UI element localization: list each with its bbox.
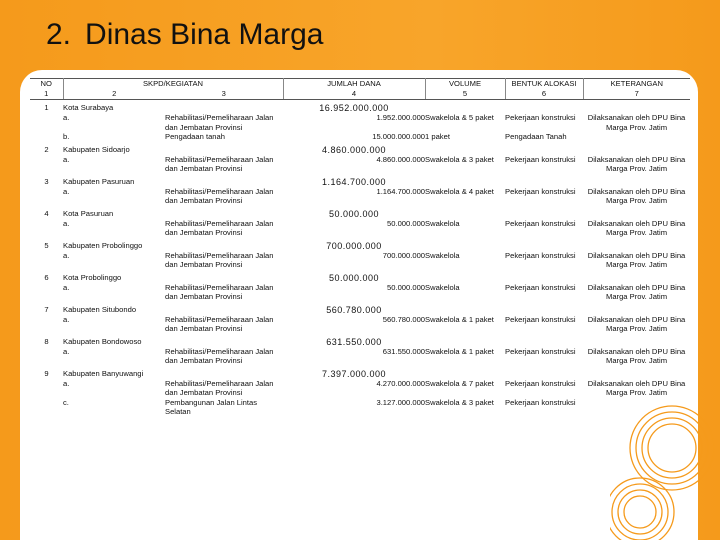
table-row bbox=[30, 103, 690, 113]
kegiatan-cell: Rehabilitasi/Pemeliharaan Jalan dan Jembatan Provinsi bbox=[165, 113, 274, 132]
empty-cell bbox=[425, 369, 690, 379]
item-label: a. bbox=[63, 154, 70, 164]
keterangan-cell: Dilaksanakan oleh DPU Bina Marga Prov. Jatim bbox=[587, 154, 686, 173]
row-total: 7.397.000.000 bbox=[322, 368, 387, 379]
table-row bbox=[30, 337, 690, 347]
region-name: Kabupaten Pasuruan bbox=[63, 176, 135, 186]
item-label: a. bbox=[63, 113, 70, 122]
bentuk-cell: Pengadaan Tanah bbox=[505, 132, 567, 141]
empty-cell bbox=[425, 209, 690, 219]
item-label: a. bbox=[63, 186, 70, 196]
item-label: a. bbox=[63, 378, 70, 388]
bentuk-cell: Pekerjaan konstruksi bbox=[505, 397, 576, 407]
dana-cell: 560.780.000 bbox=[382, 314, 426, 324]
empty-cell bbox=[75, 132, 165, 142]
empty-cell bbox=[75, 155, 165, 174]
keterangan-cell: Dilaksanakan oleh DPU Bina Marga Prov. Jatim bbox=[587, 378, 686, 397]
region-name: Kota Pasuruan bbox=[63, 208, 114, 218]
table-row bbox=[30, 315, 690, 334]
table-row bbox=[30, 209, 690, 219]
empty-cell bbox=[75, 315, 165, 334]
kegiatan-cell: Rehabilitasi/Pemeliharaan Jalan dan Jembatan Provinsi bbox=[165, 314, 274, 333]
dana-cell: 50.000.000 bbox=[387, 218, 426, 228]
header-idx-3: 3 bbox=[165, 89, 283, 100]
dana-cell: 700.000.000 bbox=[382, 250, 426, 260]
empty-cell bbox=[425, 273, 690, 283]
header-volume: VOLUME bbox=[425, 79, 505, 90]
keterangan-cell: Dilaksanakan oleh DPU Bina Marga Prov. Jatim bbox=[587, 282, 686, 301]
empty-cell bbox=[30, 347, 63, 366]
title-number: 2. bbox=[46, 18, 72, 51]
row-total: 1.164.700.000 bbox=[322, 176, 387, 187]
item-label: c. bbox=[63, 397, 69, 407]
dana-cell: 1.164.700.000 bbox=[376, 186, 426, 196]
empty-cell bbox=[165, 209, 283, 219]
empty-cell bbox=[75, 283, 165, 302]
empty-cell bbox=[75, 347, 165, 366]
header-idx-2: 2 bbox=[63, 89, 165, 100]
empty-cell bbox=[165, 337, 283, 347]
table-row bbox=[30, 155, 690, 174]
keterangan-cell: Dilaksanakan oleh DPU Bina Marga Prov. Jatim bbox=[587, 250, 686, 269]
bentuk-cell: Pekerjaan konstruksi bbox=[505, 186, 576, 196]
table-row bbox=[30, 251, 690, 270]
empty-cell bbox=[30, 315, 63, 334]
keterangan-cell bbox=[583, 132, 690, 142]
kegiatan-cell: Pengadaan tanah bbox=[165, 132, 225, 141]
keterangan-cell: Dilaksanakan oleh DPU Bina Marga Prov. Jatim bbox=[587, 113, 686, 132]
empty-cell bbox=[425, 177, 690, 187]
header-ket: KETERANGAN bbox=[583, 79, 690, 90]
data-table bbox=[30, 78, 690, 417]
row-number: 6 bbox=[44, 272, 49, 282]
bentuk-cell: Pekerjaan konstruksi bbox=[505, 378, 576, 388]
empty-cell bbox=[425, 241, 690, 251]
empty-cell bbox=[165, 273, 283, 283]
item-label: a. bbox=[63, 218, 70, 228]
volume-cell: Swakelola & 1 paket bbox=[425, 346, 494, 356]
item-label: a. bbox=[63, 346, 70, 356]
row-number: 9 bbox=[44, 368, 49, 378]
row-total: 631.550.000 bbox=[326, 336, 382, 347]
row-number: 7 bbox=[44, 304, 49, 314]
empty-cell bbox=[30, 251, 63, 270]
empty-cell bbox=[30, 132, 63, 142]
empty-cell bbox=[425, 145, 690, 155]
volume-cell: Swakelola & 4 paket bbox=[425, 186, 494, 196]
row-number: 3 bbox=[44, 176, 49, 186]
item-label: a. bbox=[63, 250, 70, 260]
empty-cell bbox=[165, 305, 283, 315]
row-number: 1 bbox=[44, 103, 49, 112]
empty-cell bbox=[425, 103, 690, 113]
volume-cell: Swakelola bbox=[425, 250, 460, 260]
header-jumlah: JUMLAH DANA bbox=[283, 79, 425, 90]
header-idx-1: 1 bbox=[30, 89, 63, 100]
empty-cell bbox=[75, 251, 165, 270]
header-idx-7: 7 bbox=[583, 89, 690, 100]
table-row bbox=[30, 219, 690, 238]
title-text: Dinas Bina Marga bbox=[85, 18, 324, 51]
kegiatan-cell: Rehabilitasi/Pemeliharaan Jalan dan Jembatan Provinsi bbox=[165, 378, 274, 397]
empty-cell bbox=[165, 369, 283, 379]
item-label: a. bbox=[63, 282, 70, 292]
bentuk-cell: Pekerjaan konstruksi bbox=[505, 113, 576, 122]
region-name: Kabupaten Probolinggo bbox=[63, 240, 143, 250]
keterangan-cell: Dilaksanakan oleh DPU Bina Marga Prov. Jatim bbox=[587, 314, 686, 333]
empty-cell bbox=[165, 241, 283, 251]
table-row bbox=[30, 379, 690, 398]
empty-cell bbox=[30, 283, 63, 302]
dana-cell: 50.000.000 bbox=[387, 282, 426, 292]
row-number: 5 bbox=[44, 240, 49, 250]
table-row bbox=[30, 347, 690, 366]
bentuk-cell: Pekerjaan konstruksi bbox=[505, 282, 576, 292]
table-row bbox=[30, 273, 690, 283]
empty-cell bbox=[75, 379, 165, 398]
decorative-circles bbox=[610, 400, 720, 540]
table-row bbox=[30, 145, 690, 155]
empty-cell bbox=[165, 103, 283, 113]
header-idx-6: 6 bbox=[505, 89, 583, 100]
table-row bbox=[30, 241, 690, 251]
bentuk-cell: Pekerjaan konstruksi bbox=[505, 346, 576, 356]
kegiatan-cell: Rehabilitasi/Pemeliharaan Jalan dan Jembatan Provinsi bbox=[165, 346, 274, 365]
dana-cell: 4.860.000.000 bbox=[376, 154, 426, 164]
volume-cell: 1 paket bbox=[425, 132, 450, 141]
dana-cell: 15.000.000.000 bbox=[372, 132, 426, 141]
header-idx-4: 4 bbox=[283, 89, 425, 100]
table-row bbox=[30, 177, 690, 187]
header-bentuk: BENTUK ALOKASI bbox=[505, 79, 583, 90]
keterangan-cell: Dilaksanakan oleh DPU Bina Marga Prov. Jatim bbox=[587, 218, 686, 237]
row-total: 560.780.000 bbox=[326, 304, 382, 315]
table-row bbox=[30, 187, 690, 206]
bentuk-cell: Pekerjaan konstruksi bbox=[505, 250, 576, 260]
row-total: 700.000.000 bbox=[326, 240, 382, 251]
empty-cell bbox=[165, 177, 283, 187]
header-idx-5: 5 bbox=[425, 89, 505, 100]
bentuk-cell: Pekerjaan konstruksi bbox=[505, 218, 576, 228]
empty-cell bbox=[30, 113, 63, 132]
header-no: NO bbox=[30, 79, 63, 90]
row-number: 2 bbox=[44, 144, 49, 154]
region-name: Kabupaten Sidoarjo bbox=[63, 144, 130, 154]
region-name: Kota Probolinggo bbox=[63, 272, 122, 282]
dana-cell: 4.270.000.000 bbox=[376, 378, 426, 388]
row-total: 50.000.000 bbox=[329, 208, 380, 219]
row-number: 4 bbox=[44, 208, 49, 218]
empty-cell bbox=[30, 187, 63, 206]
header-row bbox=[30, 79, 690, 90]
item-label: b. bbox=[63, 132, 70, 141]
volume-cell: Swakelola bbox=[425, 282, 460, 292]
volume-cell: Swakelola bbox=[425, 218, 460, 228]
empty-cell bbox=[75, 113, 165, 132]
table-body bbox=[30, 100, 690, 417]
bentuk-cell: Pekerjaan konstruksi bbox=[505, 154, 576, 164]
kegiatan-cell: Rehabilitasi/Pemeliharaan Jalan dan Jembatan Provinsi bbox=[165, 250, 274, 269]
empty-cell bbox=[30, 219, 63, 238]
header-skpd: SKPD/KEGIATAN bbox=[63, 79, 283, 90]
item-label: a. bbox=[63, 314, 70, 324]
volume-cell: Swakelola & 5 paket bbox=[425, 113, 494, 122]
dana-cell: 3.127.000.000 bbox=[376, 397, 426, 407]
bentuk-cell: Pekerjaan konstruksi bbox=[505, 314, 576, 324]
row-total: 16.952.000.000 bbox=[319, 103, 389, 113]
region-name: Kabupaten Banyuwangi bbox=[63, 368, 144, 378]
table-row bbox=[30, 113, 690, 132]
empty-cell bbox=[425, 337, 690, 347]
page-title bbox=[46, 18, 323, 52]
keterangan-cell: Dilaksanakan oleh DPU Bina Marga Prov. Jatim bbox=[587, 346, 686, 365]
kegiatan-cell: Pembangunan Jalan Lintas Selatan bbox=[165, 397, 258, 416]
region-name: Kabupaten Situbondo bbox=[63, 304, 137, 314]
table-row bbox=[30, 398, 690, 417]
volume-cell: Swakelola & 3 paket bbox=[425, 397, 494, 407]
empty-cell bbox=[30, 398, 63, 417]
table-row bbox=[30, 283, 690, 302]
dana-cell: 1.952.000.000 bbox=[376, 113, 426, 122]
empty-cell bbox=[75, 187, 165, 206]
row-total: 4.860.000.000 bbox=[322, 144, 387, 155]
empty-cell bbox=[30, 379, 63, 398]
table-row bbox=[30, 369, 690, 379]
empty-cell bbox=[30, 155, 63, 174]
keterangan-cell bbox=[583, 398, 690, 417]
header-index-row bbox=[30, 89, 690, 100]
empty-cell bbox=[425, 305, 690, 315]
volume-cell: Swakelola & 3 paket bbox=[425, 154, 494, 164]
volume-cell: Swakelola & 1 paket bbox=[425, 314, 494, 324]
row-total: 50.000.000 bbox=[329, 272, 380, 283]
empty-cell bbox=[165, 145, 283, 155]
region-name: Kota Surabaya bbox=[63, 103, 114, 112]
dana-cell: 631.550.000 bbox=[382, 346, 426, 356]
table-row bbox=[30, 132, 690, 142]
kegiatan-cell: Rehabilitasi/Pemeliharaan Jalan dan Jembatan Provinsi bbox=[165, 282, 274, 301]
kegiatan-cell: Rehabilitasi/Pemeliharaan Jalan dan Jembatan Provinsi bbox=[165, 154, 274, 173]
volume-cell: Swakelola & 7 paket bbox=[425, 378, 494, 388]
kegiatan-cell: Rehabilitasi/Pemeliharaan Jalan dan Jembatan Provinsi bbox=[165, 186, 274, 205]
empty-cell bbox=[75, 219, 165, 238]
keterangan-cell: Dilaksanakan oleh DPU Bina Marga Prov. Jatim bbox=[587, 186, 686, 205]
empty-cell bbox=[75, 398, 165, 417]
row-number: 8 bbox=[44, 336, 49, 346]
region-name: Kabupaten Bondowoso bbox=[63, 336, 142, 346]
table-row bbox=[30, 305, 690, 315]
kegiatan-cell: Rehabilitasi/Pemeliharaan Jalan dan Jembatan Provinsi bbox=[165, 218, 274, 237]
